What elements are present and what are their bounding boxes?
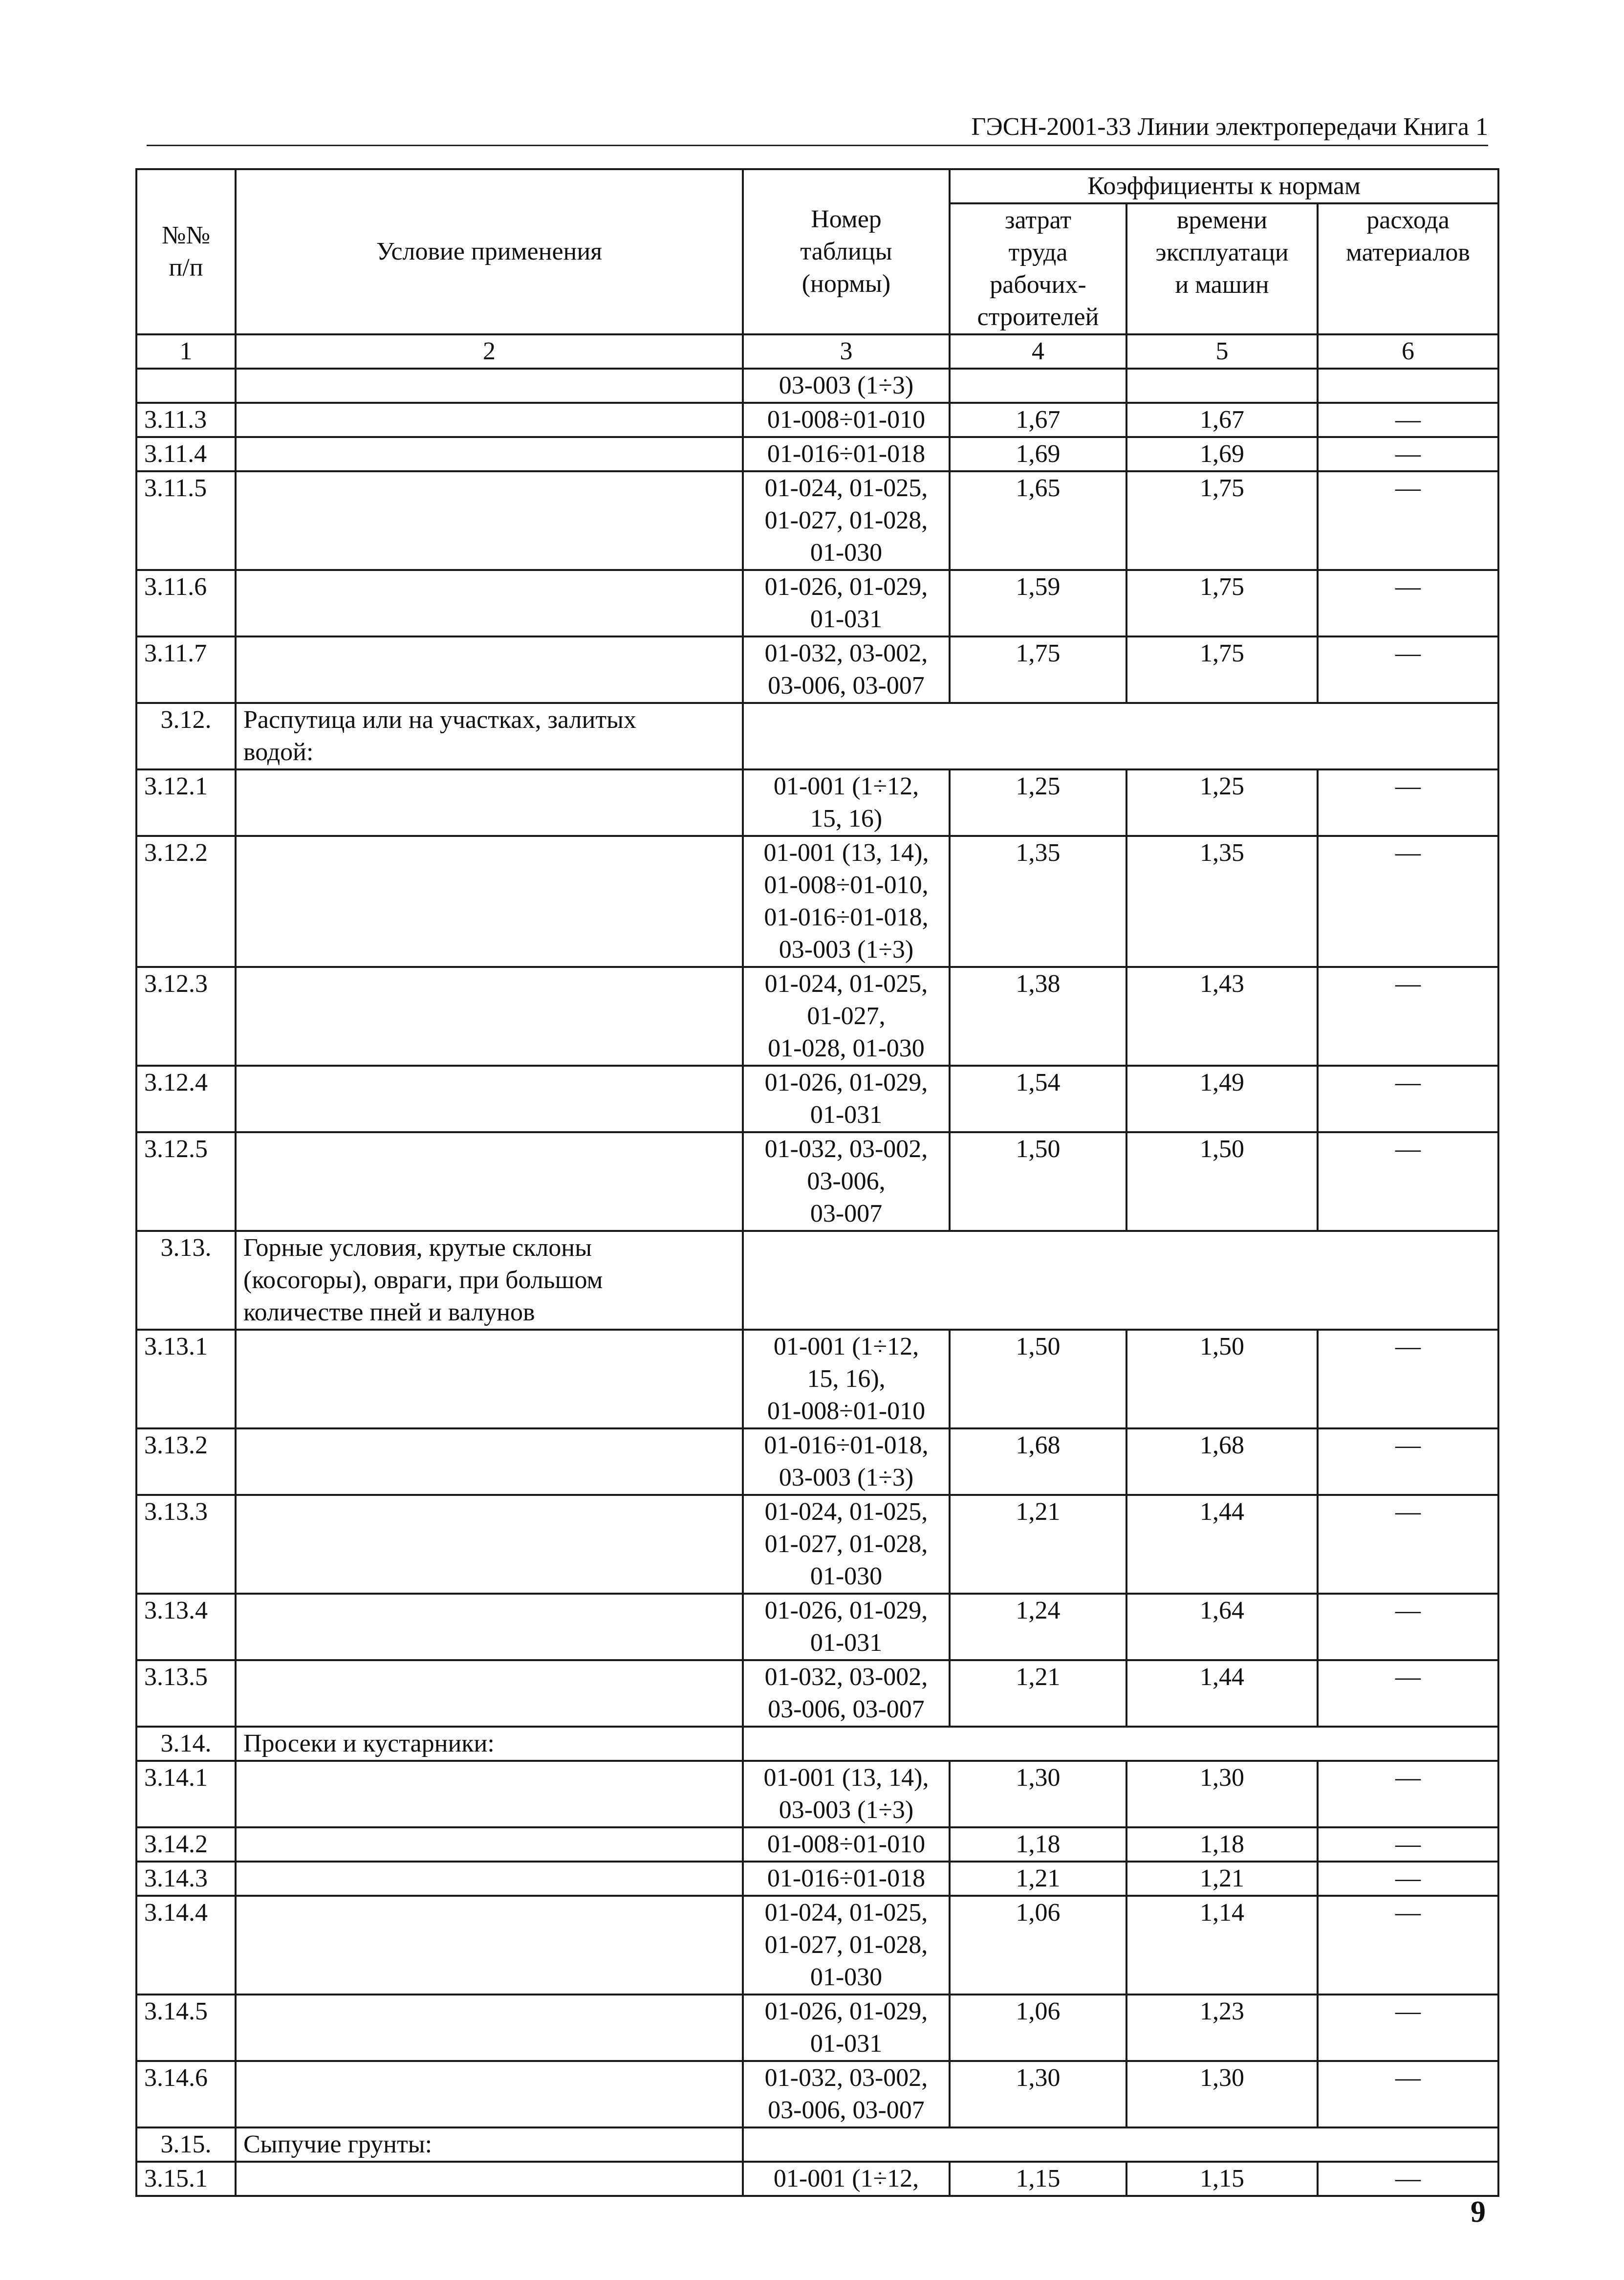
table-number-cell: 01-032, 03-002, 03-006, 03-007: [743, 1660, 950, 1727]
condition-cell: [236, 1594, 743, 1660]
table-row: [136, 1995, 1498, 2061]
materials-coefficient: —: [1318, 967, 1498, 1066]
machine-time-coefficient: 1,44: [1126, 1495, 1318, 1594]
table-body: [136, 334, 1498, 2196]
machine-time-coefficient: 1,35: [1126, 836, 1318, 967]
materials-coefficient: —: [1318, 2061, 1498, 2127]
table-row: [136, 769, 1498, 836]
labor-coefficient: 1,67: [950, 403, 1126, 437]
row-number: 3.12.4: [136, 1066, 236, 1132]
machine-time-coefficient: 1,25: [1126, 769, 1318, 836]
machine-time-coefficient: 1,21: [1126, 1862, 1318, 1896]
condition-cell: [236, 1660, 743, 1727]
machine-time-coefficient: 1,75: [1126, 636, 1318, 703]
materials-coefficient: —: [1318, 2162, 1498, 2196]
condition-cell: [236, 967, 743, 1066]
row-number: 3.12.5: [136, 1132, 236, 1231]
machine-time-coefficient: 1,18: [1126, 1827, 1318, 1862]
row-number: 3.14.1: [136, 1761, 236, 1827]
row-number: 3.15.: [136, 2127, 236, 2162]
row-number: 3.11.3: [136, 403, 236, 437]
table-row: [136, 2061, 1498, 2127]
condition-cell: [236, 1995, 743, 2061]
condition-cell: [236, 2162, 743, 2196]
condition-cell: [236, 1066, 743, 1132]
condition-cell: [236, 836, 743, 967]
condition-cell: [236, 570, 743, 636]
header-materials: расхода материалов: [1318, 203, 1498, 334]
labor-coefficient: 1,50: [950, 1132, 1126, 1231]
materials-coefficient: —: [1318, 1594, 1498, 1660]
labor-coefficient: 1,50: [950, 1330, 1126, 1428]
materials-coefficient: —: [1318, 1330, 1498, 1428]
section-condition: Просеки и кустарники:: [236, 1727, 743, 1761]
section-condition: Распутица или на участках, залитых водой:: [236, 703, 743, 769]
column-number-row: [136, 334, 1498, 369]
table-row: [136, 471, 1498, 570]
table-row: [136, 437, 1498, 471]
labor-coefficient: 1,06: [950, 1896, 1126, 1995]
materials-coefficient: —: [1318, 471, 1498, 570]
table-number-cell: 01-016÷01-018: [743, 1862, 950, 1896]
table-number-cell: 03-003 (1÷3): [743, 369, 950, 403]
row-number: 3.13.1: [136, 1330, 236, 1428]
row-number: 3.11.5: [136, 471, 236, 570]
row-number: 3.12.1: [136, 769, 236, 836]
header-labor: затрат труда рабочих- строителей: [950, 203, 1126, 334]
table-number-cell: 01-024, 01-025, 01-027, 01-028, 01-030: [743, 1896, 950, 1995]
labor-coefficient: 1,30: [950, 2061, 1126, 2127]
materials-coefficient: —: [1318, 570, 1498, 636]
row-number: 3.13.4: [136, 1594, 236, 1660]
column-number: 6: [1318, 334, 1498, 369]
materials-coefficient: —: [1318, 1761, 1498, 1827]
condition-cell: [236, 369, 743, 403]
table-row: [136, 1896, 1498, 1995]
table-header: [136, 169, 1498, 334]
section-row: [136, 2127, 1498, 2162]
condition-cell: [236, 471, 743, 570]
coefficients-table: [135, 168, 1499, 2197]
machine-time-coefficient: 1,67: [1126, 403, 1318, 437]
materials-coefficient: —: [1318, 1827, 1498, 1862]
condition-cell: [236, 1761, 743, 1827]
condition-cell: [236, 437, 743, 471]
table-number-cell: 01-024, 01-025, 01-027, 01-028, 01-030: [743, 471, 950, 570]
labor-coefficient: 1,25: [950, 769, 1126, 836]
machine-time-coefficient: 1,64: [1126, 1594, 1318, 1660]
labor-coefficient: 1,15: [950, 2162, 1126, 2196]
table-number-cell: 01-032, 03-002, 03-006, 03-007: [743, 1132, 950, 1231]
labor-coefficient: 1,65: [950, 471, 1126, 570]
row-number: 3.11.6: [136, 570, 236, 636]
table-number-cell: 01-026, 01-029, 01-031: [743, 570, 950, 636]
row-number: 3.12.3: [136, 967, 236, 1066]
row-number: 3.14.5: [136, 1995, 236, 2061]
materials-coefficient: —: [1318, 1862, 1498, 1896]
section-row: [136, 1727, 1498, 1761]
table-number-cell: 01-032, 03-002, 03-006, 03-007: [743, 636, 950, 703]
table-number-cell: 01-008÷01-010: [743, 1827, 950, 1862]
table-number-cell: 01-001 (1÷12,: [743, 2162, 950, 2196]
table-number-cell: 01-024, 01-025, 01-027, 01-028, 01-030: [743, 967, 950, 1066]
table-number-cell: 01-001 (1÷12, 15, 16), 01-008÷01-010: [743, 1330, 950, 1428]
empty-merged-cell: [743, 2127, 1498, 2162]
machine-time-coefficient: 1,50: [1126, 1132, 1318, 1231]
materials-coefficient: [1318, 369, 1498, 403]
machine-time-coefficient: 1,75: [1126, 570, 1318, 636]
labor-coefficient: 1,75: [950, 636, 1126, 703]
row-number: 3.14.6: [136, 2061, 236, 2127]
table-row: [136, 1594, 1498, 1660]
table-row: [136, 1495, 1498, 1594]
table-number-cell: 01-026, 01-029, 01-031: [743, 1995, 950, 2061]
labor-coefficient: 1,21: [950, 1862, 1126, 1896]
labor-coefficient: 1,68: [950, 1428, 1126, 1495]
materials-coefficient: —: [1318, 437, 1498, 471]
condition-cell: [236, 1132, 743, 1231]
table-number-cell: 01-026, 01-029, 01-031: [743, 1066, 950, 1132]
table-row: [136, 967, 1498, 1066]
header-coefficients-group: Коэффициенты к нормам: [950, 169, 1498, 203]
condition-cell: [236, 1862, 743, 1896]
condition-cell: [236, 769, 743, 836]
materials-coefficient: —: [1318, 403, 1498, 437]
row-number: 3.13.: [136, 1231, 236, 1330]
table-number-cell: 01-016÷01-018: [743, 437, 950, 471]
row-number: 3.15.1: [136, 2162, 236, 2196]
labor-coefficient: 1,24: [950, 1594, 1126, 1660]
row-number: 3.12.2: [136, 836, 236, 967]
column-number: 5: [1126, 334, 1318, 369]
materials-coefficient: —: [1318, 1066, 1498, 1132]
row-number: 3.14.4: [136, 1896, 236, 1995]
condition-cell: [236, 1495, 743, 1594]
table-number-cell: 01-032, 03-002, 03-006, 03-007: [743, 2061, 950, 2127]
section-condition: Горные условия, крутые склоны (косогоры), овраги, при большом количестве пней и валунов: [236, 1231, 743, 1330]
row-number: 3.13.3: [136, 1495, 236, 1594]
page-number: 9: [1471, 2195, 1486, 2229]
labor-coefficient: 1,35: [950, 836, 1126, 967]
machine-time-coefficient: 1,14: [1126, 1896, 1318, 1995]
table-row: [136, 2162, 1498, 2196]
header-machines: времени эксплуатаци и машин: [1126, 203, 1318, 334]
machine-time-coefficient: 1,75: [1126, 471, 1318, 570]
column-number: 2: [236, 334, 743, 369]
header-table-number: Номер таблицы (нормы): [743, 169, 950, 334]
table-number-cell: 01-001 (13, 14), 01-008÷01-010, 01-016÷01-018, 03-003 (1÷3): [743, 836, 950, 967]
labor-coefficient: 1,30: [950, 1761, 1126, 1827]
empty-merged-cell: [743, 1231, 1498, 1330]
column-number: 1: [136, 334, 236, 369]
table-number-cell: 01-001 (1÷12, 15, 16): [743, 769, 950, 836]
header-num: №№ п/п: [136, 169, 236, 334]
table-row: [136, 1827, 1498, 1862]
row-number: 3.14.: [136, 1727, 236, 1761]
condition-cell: [236, 1330, 743, 1428]
section-row: [136, 1231, 1498, 1330]
labor-coefficient: 1,69: [950, 437, 1126, 471]
table-row: [136, 1660, 1498, 1727]
table-row: [136, 369, 1498, 403]
column-number: 4: [950, 334, 1126, 369]
row-number: 3.14.2: [136, 1827, 236, 1862]
labor-coefficient: 1,21: [950, 1660, 1126, 1727]
table-row: [136, 836, 1498, 967]
row-number: 3.11.4: [136, 437, 236, 471]
row-number: 3.14.3: [136, 1862, 236, 1896]
materials-coefficient: —: [1318, 636, 1498, 703]
row-number: 3.11.7: [136, 636, 236, 703]
section-row: [136, 703, 1498, 769]
empty-merged-cell: [743, 1727, 1498, 1761]
materials-coefficient: —: [1318, 769, 1498, 836]
condition-cell: [236, 1896, 743, 1995]
table-row: [136, 636, 1498, 703]
machine-time-coefficient: [1126, 369, 1318, 403]
labor-coefficient: 1,21: [950, 1495, 1126, 1594]
table-number-cell: 01-001 (13, 14), 03-003 (1÷3): [743, 1761, 950, 1827]
section-condition: Сыпучие грунты:: [236, 2127, 743, 2162]
condition-cell: [236, 636, 743, 703]
machine-time-coefficient: 1,68: [1126, 1428, 1318, 1495]
machine-time-coefficient: 1,69: [1126, 437, 1318, 471]
table-row: [136, 1066, 1498, 1132]
row-number: 3.13.2: [136, 1428, 236, 1495]
machine-time-coefficient: 1,43: [1126, 967, 1318, 1066]
machine-time-coefficient: 1,15: [1126, 2162, 1318, 2196]
empty-merged-cell: [743, 703, 1498, 769]
labor-coefficient: [950, 369, 1126, 403]
labor-coefficient: 1,54: [950, 1066, 1126, 1132]
column-number: 3: [743, 334, 950, 369]
materials-coefficient: —: [1318, 1660, 1498, 1727]
page-header-title: ГЭСН-2001-33 Линии электропередачи Книга 1: [971, 113, 1488, 141]
machine-time-coefficient: 1,30: [1126, 2061, 1318, 2127]
materials-coefficient: —: [1318, 1495, 1498, 1594]
table-number-cell: 01-026, 01-029, 01-031: [743, 1594, 950, 1660]
row-number: 3.13.5: [136, 1660, 236, 1727]
row-number: 3.12.: [136, 703, 236, 769]
table-number-cell: 01-024, 01-025, 01-027, 01-028, 01-030: [743, 1495, 950, 1594]
table-row: [136, 403, 1498, 437]
machine-time-coefficient: 1,44: [1126, 1660, 1318, 1727]
materials-coefficient: —: [1318, 1896, 1498, 1995]
labor-coefficient: 1,38: [950, 967, 1126, 1066]
materials-coefficient: —: [1318, 1995, 1498, 2061]
header-condition: Условие применения: [236, 169, 743, 334]
condition-cell: [236, 1428, 743, 1495]
row-number: [136, 369, 236, 403]
table-row: [136, 1132, 1498, 1231]
table-row: [136, 1862, 1498, 1896]
machine-time-coefficient: 1,30: [1126, 1761, 1318, 1827]
table-number-cell: 01-016÷01-018, 03-003 (1÷3): [743, 1428, 950, 1495]
materials-coefficient: —: [1318, 1428, 1498, 1495]
table-number-cell: 01-008÷01-010: [743, 403, 950, 437]
header-rule: [147, 145, 1488, 146]
machine-time-coefficient: 1,23: [1126, 1995, 1318, 2061]
machine-time-coefficient: 1,50: [1126, 1330, 1318, 1428]
condition-cell: [236, 2061, 743, 2127]
condition-cell: [236, 1827, 743, 1862]
table-row: [136, 1761, 1498, 1827]
machine-time-coefficient: 1,49: [1126, 1066, 1318, 1132]
table-row: [136, 1428, 1498, 1495]
table-row: [136, 1330, 1498, 1428]
labor-coefficient: 1,18: [950, 1827, 1126, 1862]
labor-coefficient: 1,06: [950, 1995, 1126, 2061]
condition-cell: [236, 403, 743, 437]
table-row: [136, 570, 1498, 636]
labor-coefficient: 1,59: [950, 570, 1126, 636]
materials-coefficient: —: [1318, 1132, 1498, 1231]
materials-coefficient: —: [1318, 836, 1498, 967]
